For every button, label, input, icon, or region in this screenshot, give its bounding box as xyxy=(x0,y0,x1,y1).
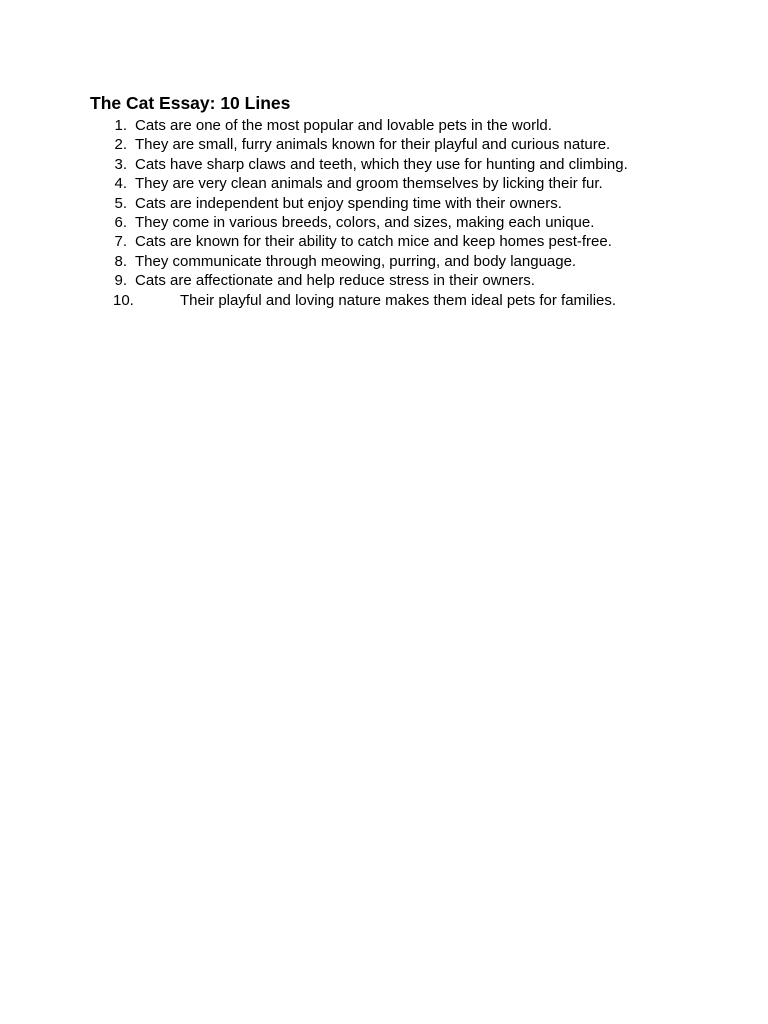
list-item-text: They are very clean animals and groom themselves by licking their fur. xyxy=(135,175,603,193)
list-item-number: 1. xyxy=(114,117,127,134)
list-item-number: 6. xyxy=(114,213,127,231)
list-item-text: Their playful and loving nature makes them ideal pets for families. xyxy=(180,291,617,309)
list-item-text: They come in various breeds, colors, and sizes, making each unique. xyxy=(135,213,595,231)
document-title: The Cat Essay: 10 Lines xyxy=(90,93,291,113)
list-item-text: Cats are one of the most popular and lovable pets in the world. xyxy=(135,117,552,134)
list-item-text: Cats have sharp claws and teeth, which they use for hunting and climbing. xyxy=(135,155,628,173)
list-item-number: 7. xyxy=(114,233,127,251)
list-item-number: 9. xyxy=(114,272,127,290)
list-item-number: 3. xyxy=(114,155,127,173)
list-item-number: 10. xyxy=(113,291,134,309)
list-item-number: 4. xyxy=(114,175,127,193)
list-item-number: 5. xyxy=(114,194,127,212)
list-item-number: 2. xyxy=(114,136,127,154)
list-item-text: They are small, furry animals known for their playful and curious nature. xyxy=(135,136,611,154)
list-item-text: Cats are affectionate and help reduce stress in their owners. xyxy=(135,272,535,290)
list-item-text: Cats are independent but enjoy spending time with their owners. xyxy=(135,194,562,212)
list-item-text: They communicate through meowing, purring, and body language. xyxy=(135,252,577,270)
list-item-text: Cats are known for their ability to catch mice and keep homes pest-free. xyxy=(135,233,612,251)
list-item-number: 8. xyxy=(114,252,127,270)
